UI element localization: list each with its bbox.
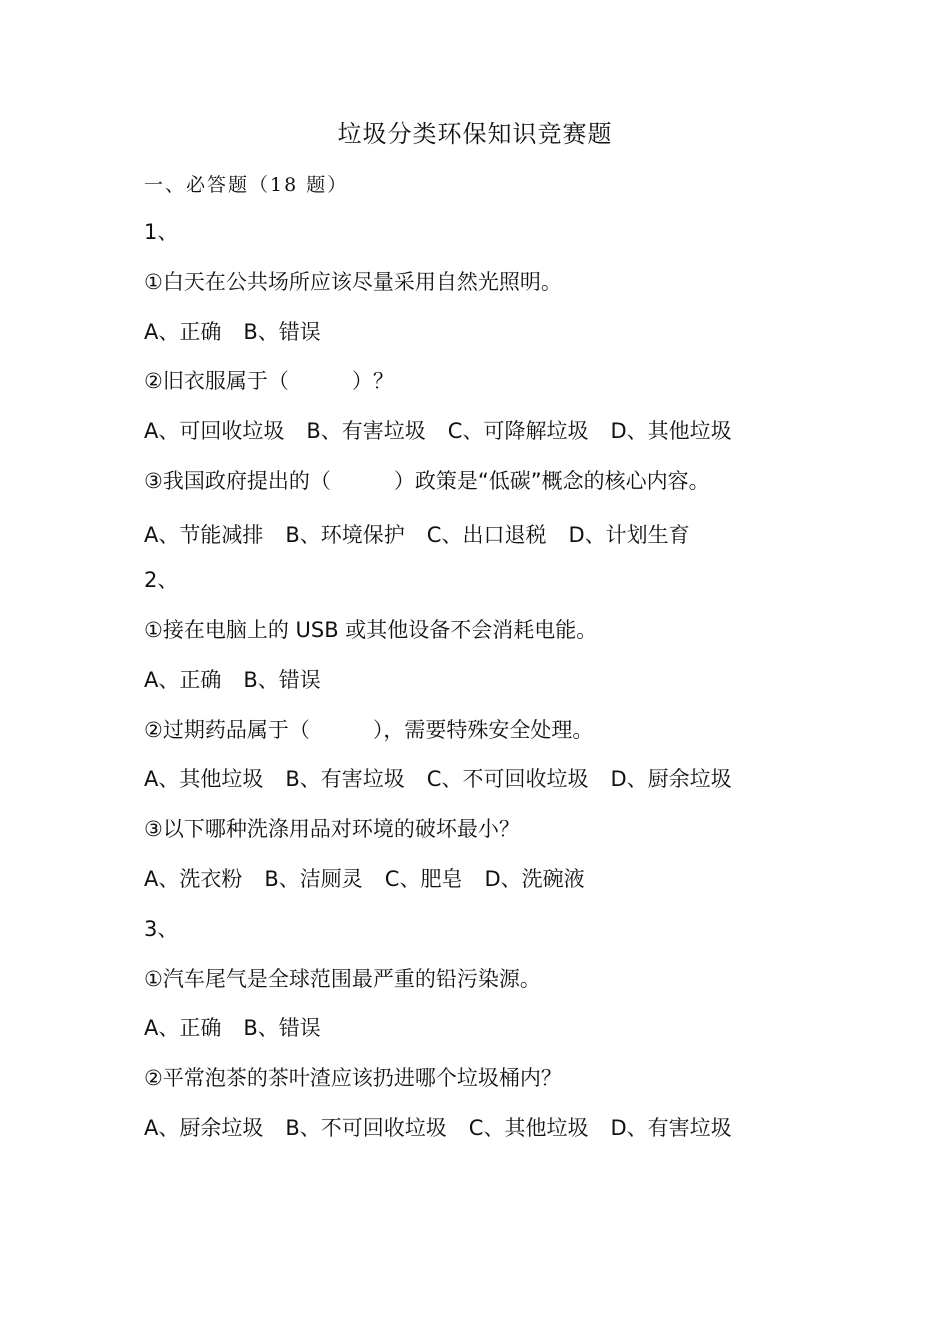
option: B、错误 bbox=[243, 1016, 321, 1040]
group-number: 3、 bbox=[144, 917, 179, 941]
option: A、正确 bbox=[144, 1016, 222, 1040]
question-text: ②旧衣服属于（ ）？ bbox=[144, 369, 394, 393]
option: C、出口退税 bbox=[426, 523, 547, 547]
option: A、正确 bbox=[144, 668, 222, 692]
question-text: ①白天在公共场所应该尽量采用自然光照明。 bbox=[144, 270, 562, 294]
option: B、错误 bbox=[243, 320, 321, 344]
answer-options bbox=[144, 764, 732, 794]
option: A、厨余垃圾 bbox=[144, 1116, 264, 1140]
option: D、其他垃圾 bbox=[610, 419, 732, 443]
option: D、有害垃圾 bbox=[610, 1116, 732, 1140]
answer-options bbox=[144, 1113, 732, 1143]
question-text: ①接在电脑上的 USB 或其他设备不会消耗电能。 bbox=[144, 618, 598, 642]
option: C、可降解垃圾 bbox=[447, 419, 589, 443]
option: A、节能减排 bbox=[144, 523, 264, 547]
question-text: ③以下哪种洗涤用品对环境的破坏最小？ bbox=[144, 817, 520, 841]
option: D、计划生育 bbox=[568, 523, 690, 547]
group-number: 1、 bbox=[144, 220, 179, 244]
option: A、洗衣粉 bbox=[144, 867, 243, 891]
answer-options bbox=[144, 416, 732, 446]
answer-options bbox=[144, 317, 321, 347]
option: A、可回收垃圾 bbox=[144, 419, 285, 443]
page-title: 垃圾分类环保知识竞赛题 bbox=[337, 120, 613, 148]
answer-options bbox=[144, 864, 585, 894]
option: D、厨余垃圾 bbox=[610, 767, 732, 791]
answer-options bbox=[144, 665, 321, 695]
question-text: ②平常泡茶的茶叶渣应该扔进哪个垃圾桶内？ bbox=[144, 1066, 562, 1090]
question-text: ③我国政府提出的（ ）政策是“低碳”概念的核心内容。 bbox=[144, 469, 710, 493]
question-text: ②过期药品属于（ ），需要特殊安全处理。 bbox=[144, 718, 594, 742]
option: B、洁厕灵 bbox=[264, 867, 363, 891]
option: B、有害垃圾 bbox=[285, 767, 405, 791]
option: A、正确 bbox=[144, 320, 222, 344]
option: C、其他垃圾 bbox=[468, 1116, 589, 1140]
option: B、有害垃圾 bbox=[306, 419, 426, 443]
option: C、不可回收垃圾 bbox=[426, 767, 589, 791]
option: D、洗碗液 bbox=[484, 867, 585, 891]
answer-options bbox=[144, 520, 690, 550]
option: B、环境保护 bbox=[285, 523, 405, 547]
section-heading: 一、必答题（18 题） bbox=[144, 174, 349, 196]
group-number: 2、 bbox=[144, 568, 179, 592]
option: B、不可回收垃圾 bbox=[285, 1116, 447, 1140]
question-text: ①汽车尾气是全球范围最严重的铅污染源。 bbox=[144, 967, 541, 991]
answer-options bbox=[144, 1013, 321, 1043]
option: C、肥皂 bbox=[384, 867, 463, 891]
option: A、其他垃圾 bbox=[144, 767, 264, 791]
option: B、错误 bbox=[243, 668, 321, 692]
